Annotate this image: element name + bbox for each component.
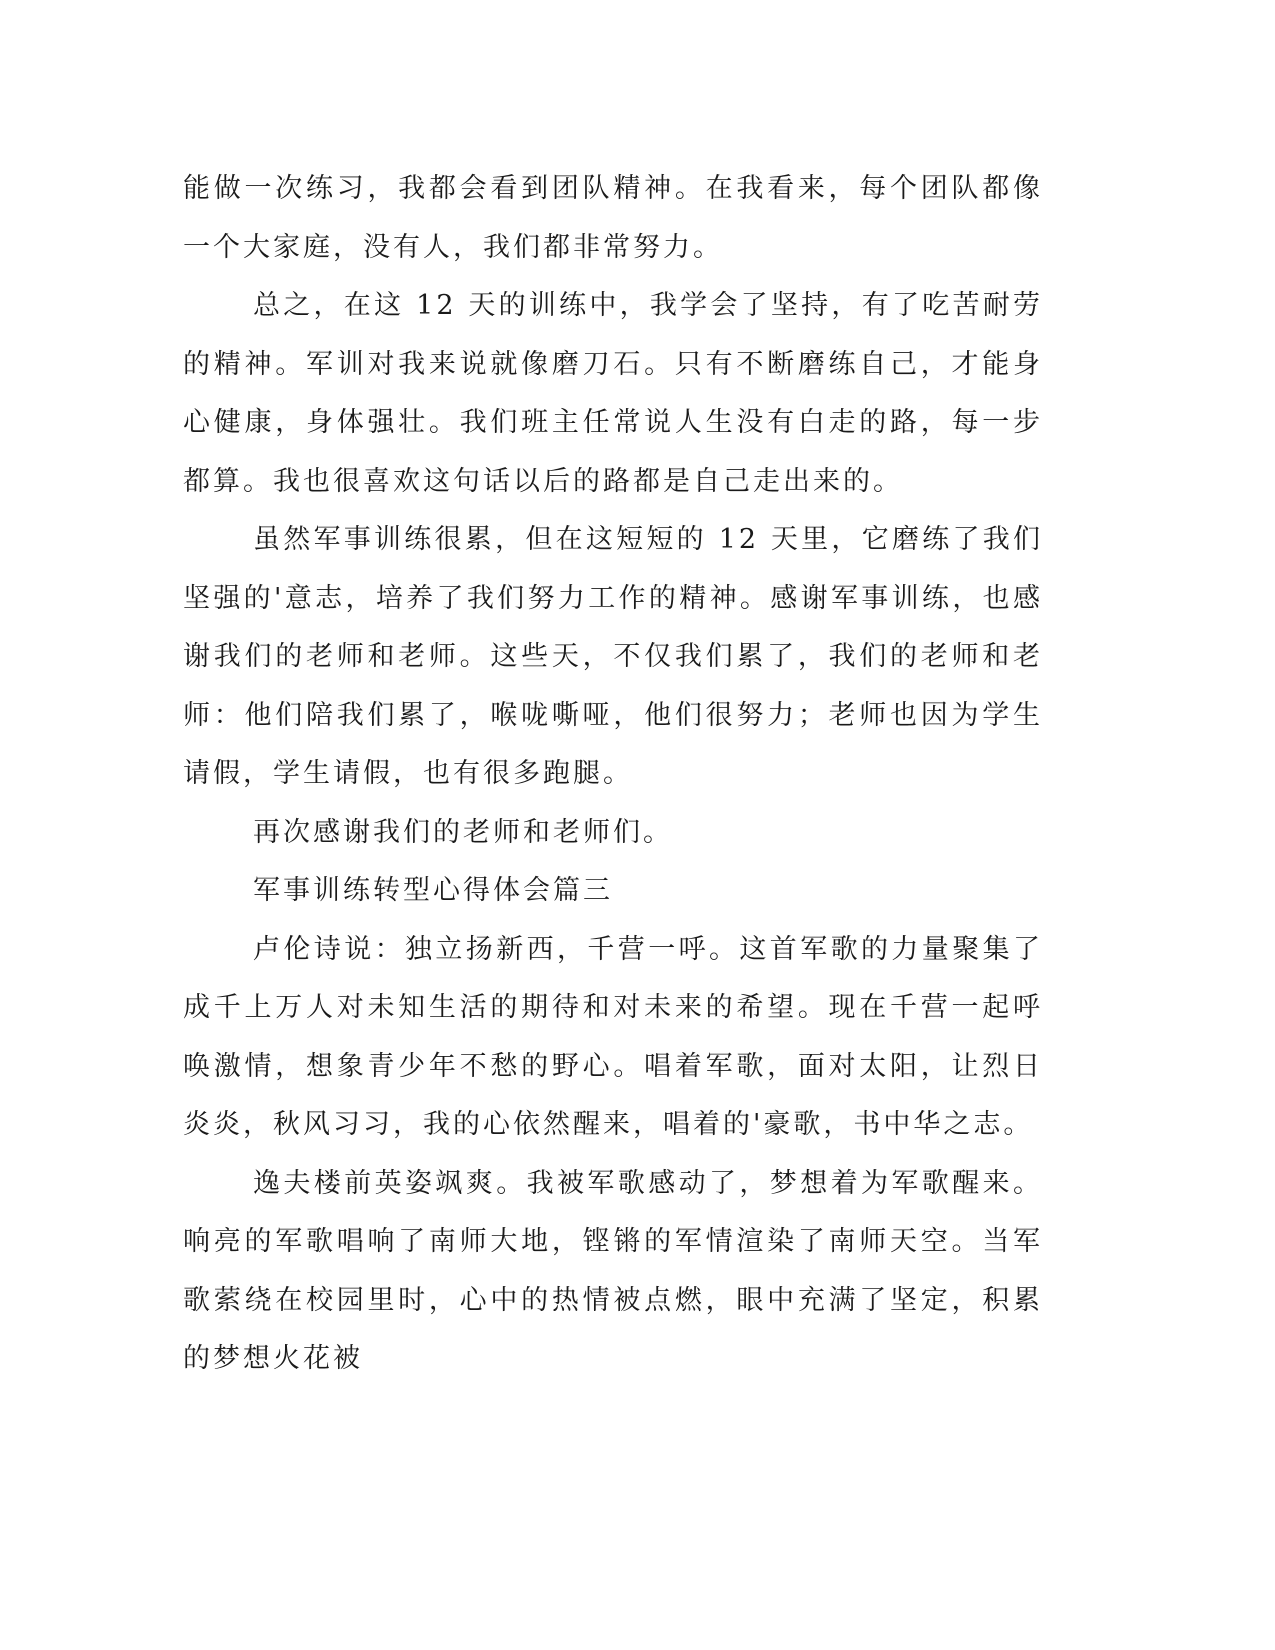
paragraph-campus: 逸夫楼前英姿飒爽。我被军歌感动了，梦想着为军歌醒来。响亮的军歌唱响了南师大地，铿锵的军情渲染了南师天空。当军歌萦绕在校园里时，心中的热情被点燃，眼中充满了坚定，积累的梦想火花被 [183, 1167, 1043, 1374]
document-body [183, 160, 1043, 1389]
paragraph-thanks-again: 再次感谢我们的老师和老师们。 [253, 816, 673, 848]
paragraph-military-song: 卢伦诗说：独立扬新西，千营一呼。这首军歌的力量聚集了成千上万人对未知生活的期待和对未来的希望。现在千营一起呼唤激情，想象青少年不愁的野心。唱着军歌，面对太阳，让烈日炎炎，秋风习习，我的心依然醒来，唱着的'豪歌，书中华之志。 [183, 933, 1043, 1140]
paragraph-gratitude: 虽然军事训练很累，但在这短短的 12 天里，它磨练了我们坚强的'意志，培养了我们努力工作的精神。感谢军事训练，也感谢我们的老师和老师。这些天，不仅我们累了，我们的老师和老师：他们陪我们累了，喉咙嘶哑，他们很努力；老师也因为学生请假，学生请假，也有很多跑腿。 [183, 524, 1043, 789]
section-heading: 军事训练转型心得体会篇三 [253, 875, 613, 906]
paragraph-summary: 总之，在这 12 天的训练中，我学会了坚持，有了吃苦耐劳的精神。军训对我来说就像磨刀石。只有不断磨练自己，才能身心健康，身体强壮。我们班主任常说人生没有白走的路，每一步都算。我也很喜欢这句话以后的路都是自己走出来的。 [183, 290, 1043, 497]
paragraph-continuation: 能做一次练习，我都会看到团队精神。在我看来，每个团队都像一个大家庭，没有人，我们都非常努力。 [183, 173, 1043, 263]
